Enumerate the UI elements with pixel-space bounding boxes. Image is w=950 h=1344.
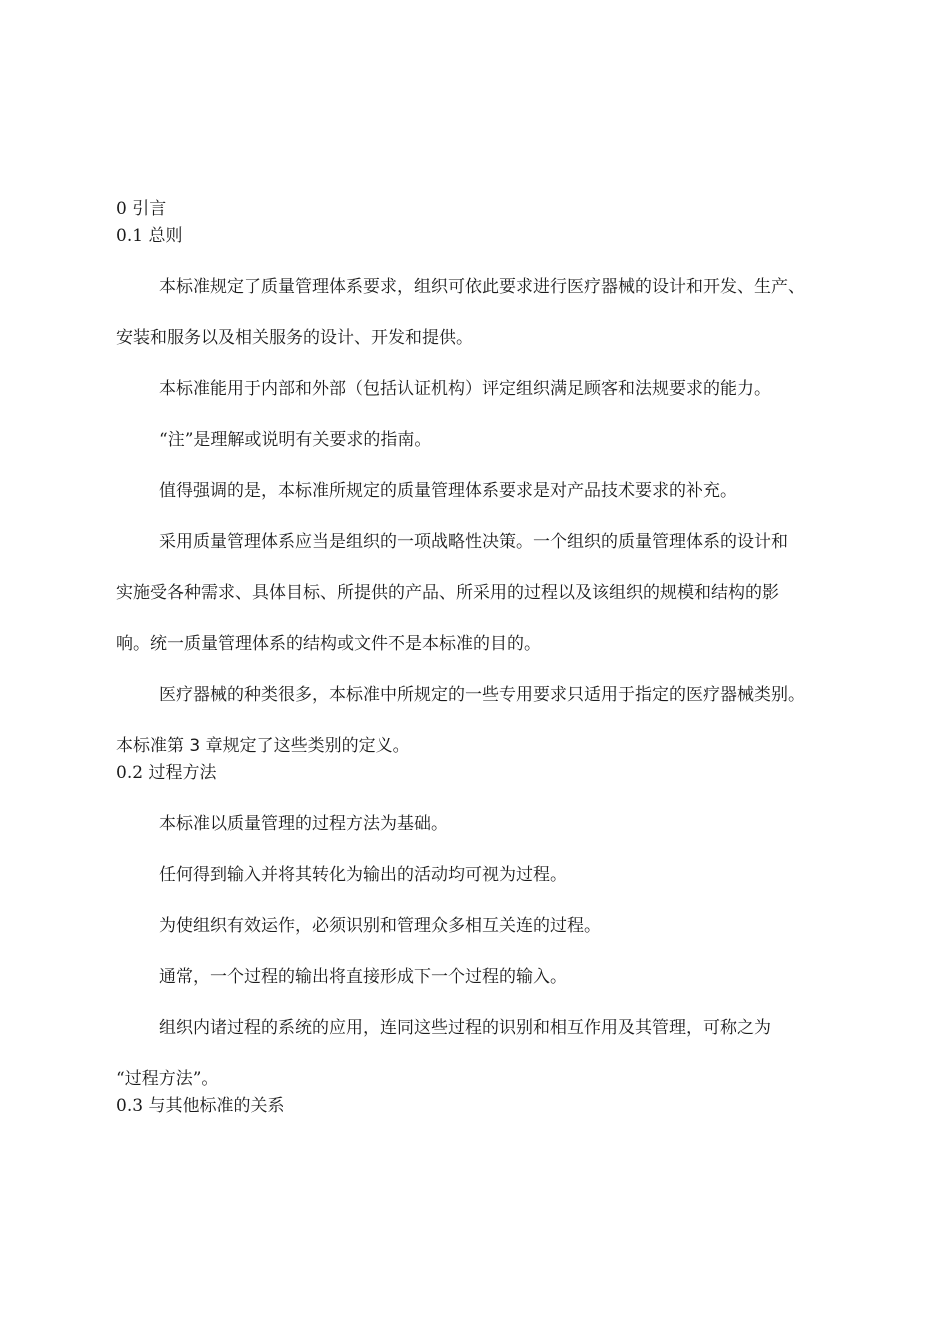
section-0-2-heading: 0.2 过程方法 [116,763,217,783]
paragraph-text: 实施受各种需求、具体目标、所提供的产品、所采用的过程以及该组织的规模和结构的影 [116,583,779,603]
paragraph-text: 本标准能用于内部和外部（包括认证机构）评定组织满足顾客和法规要求的能力。 [159,379,771,399]
paragraph-text: 采用质量管理体系应当是组织的一项战略性决策。一个组织的质量管理体系的设计和 [159,532,788,552]
paragraph-text: 任何得到输入并将其转化为输出的活动均可视为过程。 [159,865,567,885]
section-0-3-heading: 0.3 与其他标准的关系 [116,1096,285,1116]
paragraph-text: 医疗器械的种类很多，本标准中所规定的一些专用要求只适用于指定的医疗器械类别。 [159,685,805,705]
paragraph-text: 响。统一质量管理体系的结构或文件不是本标准的目的。 [116,634,541,654]
document-body [116,196,891,1120]
section-0-heading: 0 引言 [116,199,167,219]
paragraph-text: “过程方法”。 [116,1069,219,1089]
paragraph-text: 本标准第 3 章规定了这些类别的定义。 [116,736,410,756]
paragraph-text: 本标准规定了质量管理体系要求，组织可依此要求进行医疗器械的设计和开发、生产、 [159,277,805,297]
paragraph-text: 为使组织有效运作，必须识别和管理众多相互关连的过程。 [159,916,601,936]
paragraph-text: 通常，一个过程的输出将直接形成下一个过程的输入。 [159,967,567,987]
paragraph-text: “注”是理解或说明有关要求的指南。 [159,430,432,450]
paragraph-text: 本标准以质量管理的过程方法为基础。 [159,814,448,834]
section-0-1-heading: 0.1 总则 [116,226,183,246]
paragraph-text: 组织内诸过程的系统的应用，连同这些过程的识别和相互作用及其管理，可称之为 [159,1018,771,1038]
paragraph-text: 安装和服务以及相关服务的设计、开发和提供。 [116,328,473,348]
paragraph-text: 值得强调的是，本标准所规定的质量管理体系要求是对产品技术要求的补充。 [159,481,737,501]
